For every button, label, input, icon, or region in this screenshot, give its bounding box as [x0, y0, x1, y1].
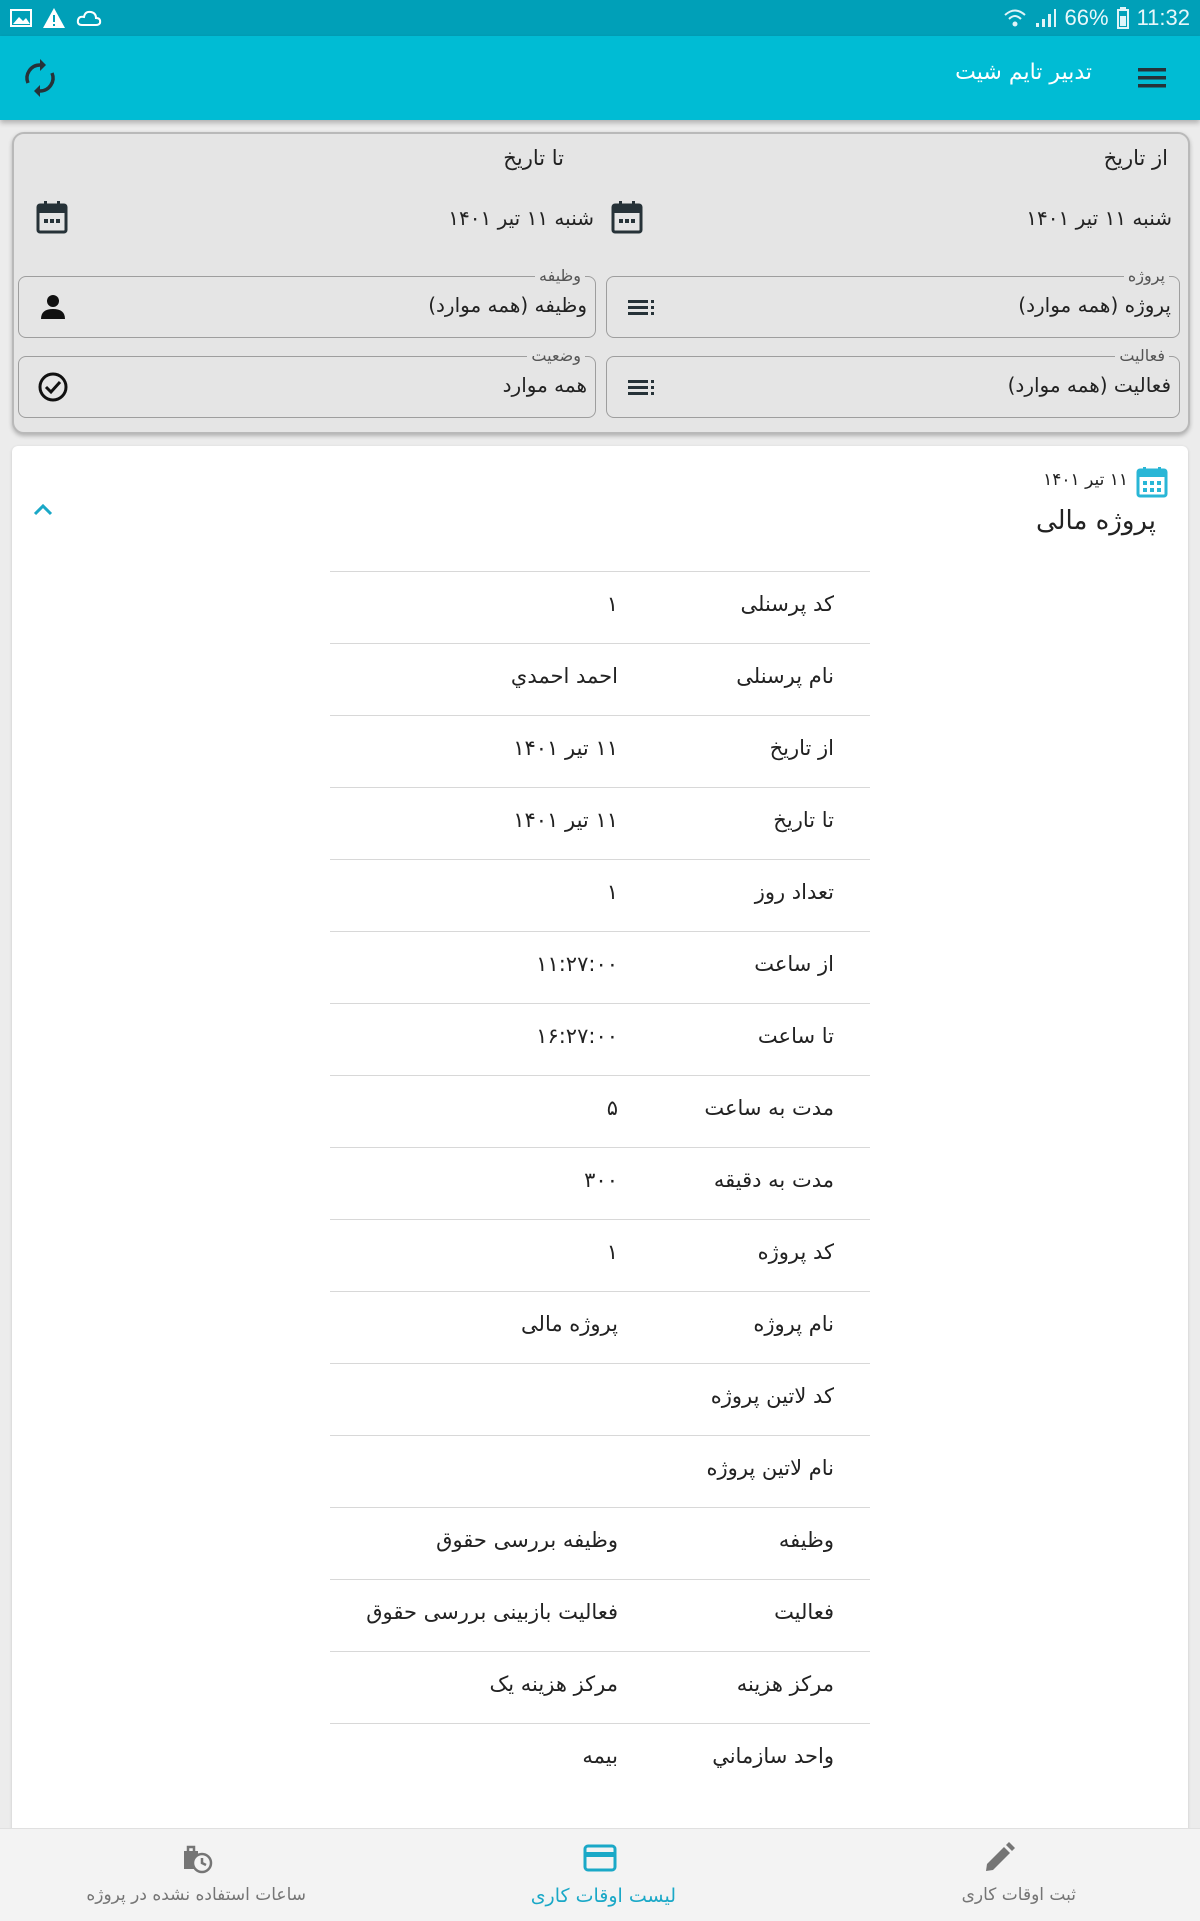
detail-value: ۱۶:۲۷:۰۰: [536, 1024, 618, 1048]
detail-row: [330, 571, 870, 643]
to-date-label: تا تاریخ: [503, 146, 564, 170]
detail-value: بیمه: [582, 1744, 618, 1768]
from-date-label: از تاریخ: [1103, 146, 1168, 170]
person-icon[interactable]: [37, 291, 69, 323]
task-legend: وظیفه: [535, 266, 585, 285]
cloud-icon: [76, 7, 102, 29]
status-value: همه موارد: [502, 373, 587, 397]
detail-label: از تاریخ: [769, 736, 834, 760]
detail-label: کد پروژه: [757, 1240, 834, 1264]
detail-label: از ساعت: [754, 952, 834, 976]
battery-percent: 66%: [1064, 5, 1109, 30]
activity-value: فعالیت (همه موارد): [1007, 373, 1171, 397]
detail-row: [330, 787, 870, 859]
project-select[interactable]: [606, 266, 1180, 338]
clock: 11:32: [1136, 5, 1190, 30]
detail-value: ۱۱ تیر ۱۴۰۱: [513, 808, 618, 832]
detail-row: [330, 1075, 870, 1147]
detail-row: [330, 1651, 870, 1723]
detail-label: تا تاریخ: [773, 808, 834, 832]
detail-value: وظیفه بررسی حقوق: [436, 1528, 618, 1552]
to-date-value[interactable]: شنبه ۱۱ تیر ۱۴۰۱: [448, 206, 594, 230]
project-value: پروژه (همه موارد): [1018, 293, 1171, 317]
wifi-icon: [1003, 8, 1027, 28]
signal-icon: [1035, 8, 1057, 28]
calendar-icon: [1136, 466, 1168, 498]
nav-unused-hours-label: ساعات استفاده نشده در پروژه: [86, 1885, 306, 1905]
detail-label: تعداد روز: [754, 880, 834, 904]
detail-label: واحد سازماني: [712, 1744, 834, 1768]
card-date: ۱۱ تیر ۱۴۰۱: [1043, 470, 1128, 490]
app-title: تدبیر تایم شیت: [955, 60, 1092, 85]
bottom-navigation: [0, 1828, 1200, 1921]
chevron-up-icon[interactable]: [28, 498, 58, 522]
nav-register-hours[interactable]: [900, 1829, 1120, 1921]
status-legend: وضعیت: [527, 346, 585, 365]
detail-row: [330, 1723, 870, 1795]
image-icon: [10, 8, 32, 28]
detail-row: [330, 1219, 870, 1291]
from-date-value[interactable]: شنبه ۱۱ تیر ۱۴۰۱: [1026, 206, 1172, 230]
detail-label: نام لاتین پروژه: [706, 1456, 834, 1480]
detail-row: [330, 715, 870, 787]
nav-register-hours-label: ثبت اوقات کاری: [961, 1885, 1076, 1905]
task-value: وظیفه (همه موارد): [428, 293, 587, 317]
detail-row: [330, 1579, 870, 1651]
detail-row: [330, 1147, 870, 1219]
detail-label: کد پرسنلی: [740, 592, 834, 616]
detail-row: [330, 1507, 870, 1579]
app-bar: [0, 36, 1200, 120]
project-legend: پروژه: [1124, 266, 1169, 285]
detail-value: احمد احمدي: [510, 664, 618, 688]
warning-icon: [42, 7, 66, 29]
detail-label: مرکز هزینه: [736, 1672, 834, 1696]
pencil-icon: [982, 1841, 1016, 1875]
status-bar: [0, 0, 1200, 36]
status-left-icons: [10, 5, 102, 31]
filter-list-icon[interactable]: [625, 291, 657, 323]
detail-value: مرکز هزینه یک: [489, 1672, 618, 1696]
detail-value: ۱۱:۲۷:۰۰: [536, 952, 618, 976]
status-select[interactable]: [18, 346, 596, 418]
list-card-icon: [583, 1841, 617, 1875]
sync-icon[interactable]: [18, 56, 62, 100]
detail-value: ۱: [606, 1240, 618, 1264]
detail-value: ۵: [606, 1096, 618, 1120]
check-circle-icon[interactable]: [37, 371, 69, 403]
timesheet-card: [12, 446, 1188, 1920]
detail-value: ۳۰۰: [584, 1168, 618, 1192]
detail-value: فعالیت بازبینی بررسی حقوق: [366, 1600, 618, 1624]
detail-label: نام پروژه: [753, 1312, 834, 1336]
calendar-icon[interactable]: [611, 200, 643, 234]
detail-row: [330, 1003, 870, 1075]
detail-value: ۱۱ تیر ۱۴۰۱: [513, 736, 618, 760]
detail-row: [330, 1435, 870, 1507]
nav-timesheet-list[interactable]: [480, 1829, 720, 1921]
card-title: پروژه مالی: [1035, 506, 1156, 536]
task-select[interactable]: [18, 266, 596, 338]
filter-list-icon[interactable]: [625, 371, 657, 403]
detail-value: ۱: [606, 592, 618, 616]
detail-row: [330, 643, 870, 715]
nav-timesheet-list-label: لیست اوقات کاری: [530, 1885, 676, 1907]
activity-select[interactable]: [606, 346, 1180, 418]
detail-label: وظیفه: [778, 1528, 834, 1552]
unused-hours-icon: [180, 1841, 214, 1875]
battery-icon: [1117, 7, 1129, 29]
detail-label: کد لاتین پروژه: [710, 1384, 834, 1408]
hamburger-menu-icon[interactable]: [1132, 58, 1172, 98]
activity-legend: فعالیت: [1115, 346, 1169, 365]
detail-row: [330, 1291, 870, 1363]
detail-row: [330, 1363, 870, 1435]
detail-row: [330, 931, 870, 1003]
detail-value: ۱: [606, 880, 618, 904]
nav-unused-hours[interactable]: [60, 1829, 340, 1921]
detail-label: فعالیت: [774, 1600, 834, 1624]
status-right: [1003, 0, 1190, 36]
detail-label: تا ساعت: [757, 1024, 834, 1048]
filter-card: [12, 132, 1190, 434]
detail-row: [330, 859, 870, 931]
detail-label: مدت به دقیقه: [713, 1168, 834, 1192]
detail-label: مدت به ساعت: [704, 1096, 834, 1120]
calendar-icon[interactable]: [36, 200, 68, 234]
details-table: [330, 571, 870, 1795]
detail-label: نام پرسنلی: [736, 664, 834, 688]
detail-value: پروژه مالی: [521, 1312, 618, 1336]
